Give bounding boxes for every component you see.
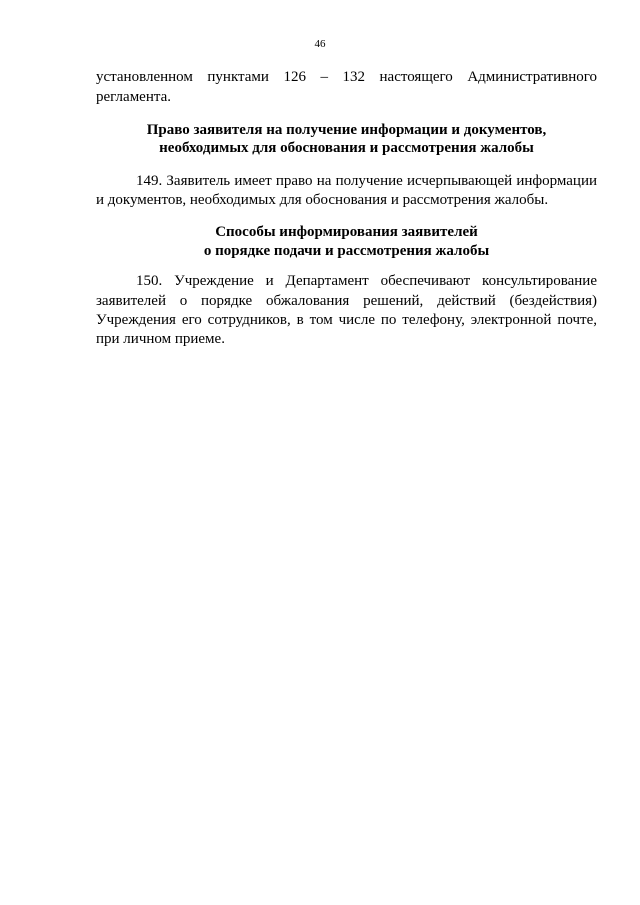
paragraph-149-line-1: 149. Заявитель имеет право на получение исчерпывающей информации: [136, 173, 597, 189]
page-number: 46: [314, 38, 326, 50]
paragraph-150-line-3: Учреждения его сотрудников, в том числе по телефону, электронной почте,: [96, 312, 597, 328]
section-2-heading-line-1: Способы информирования заявителей: [215, 224, 478, 240]
continuation-line-1: установленном пунктами 126 – 132 настоящего Административного: [96, 69, 597, 85]
paragraph-149-line-2: и документов, необходимых для обоснования и рассмотрения жалобы.: [96, 192, 549, 208]
section-1-heading-line-2: необходимых для обоснования и рассмотрения жалобы: [159, 140, 534, 156]
section-1-heading-line-1: Право заявителя на получение информации и документов,: [146, 122, 547, 138]
continuation-line-2: регламента.: [96, 89, 172, 105]
paragraph-150-line-2: заявителей о порядке обжалования решений, действий (бездействия): [96, 293, 597, 309]
paragraph-150-line-4: при личном приеме.: [96, 331, 225, 347]
paragraph-150-line-1: 150. Учреждение и Департамент обеспечивают консультирование: [136, 273, 597, 289]
section-2-heading-line-2: о порядке подачи и рассмотрения жалобы: [203, 243, 490, 259]
